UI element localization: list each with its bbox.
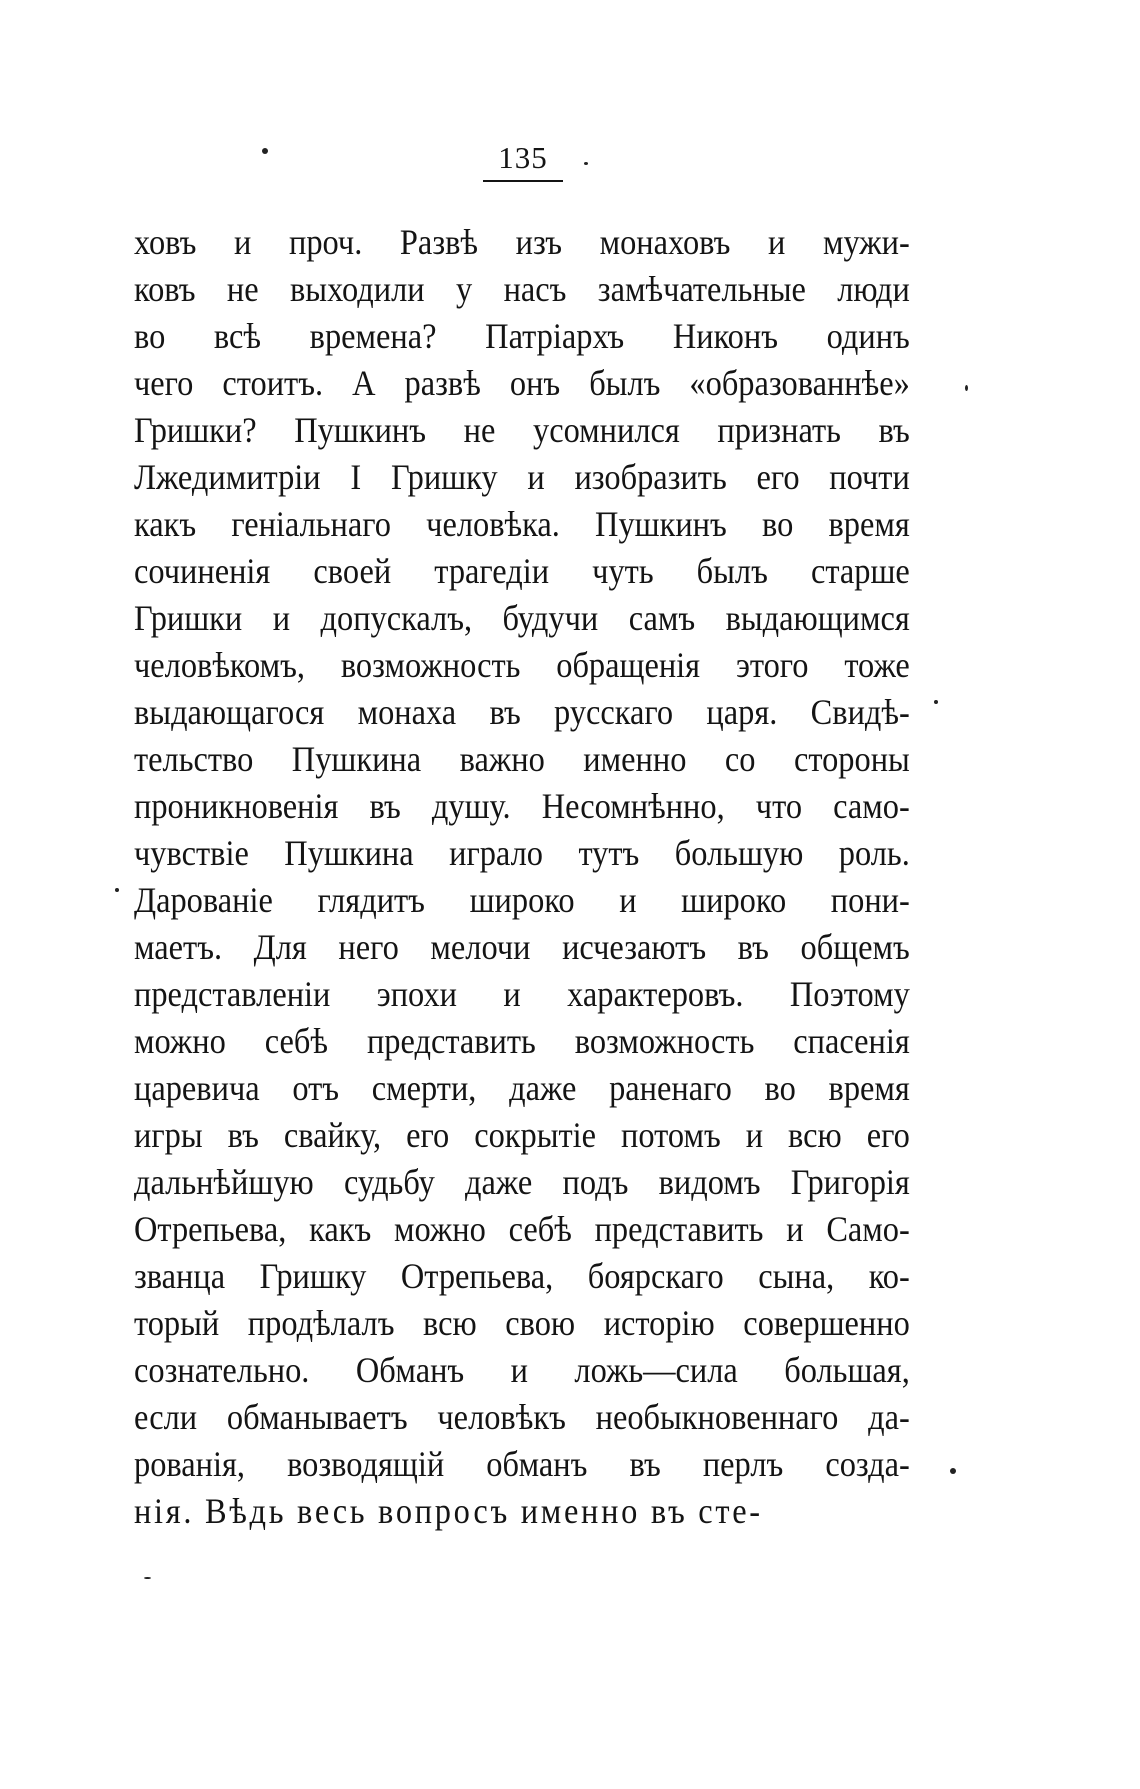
text-line: маетъ. Для него мелочи исчезаютъ въ общемъ (134, 927, 910, 967)
text-line: Дарованіе глядитъ широко и широко пони- (134, 880, 910, 920)
text-line: дальнѣйшую судьбу даже подъ видомъ Григорія (134, 1162, 910, 1202)
text-line: званца Гришку Отрепьева, боярскаго сына, ко- (134, 1256, 910, 1296)
page-number-rule (483, 180, 563, 182)
text-line: какъ геніальнаго человѣка. Пушкинъ во время (134, 504, 910, 544)
text-line: ховъ и проч. Развѣ изъ монаховъ и мужи- (134, 222, 910, 262)
text-line: человѣкомъ, возможность обращенія этого тоже (134, 645, 910, 685)
scan-speck (262, 148, 268, 154)
text-line: сочиненія своей трагедіи чуть былъ старше (134, 551, 910, 591)
body-text (134, 219, 910, 1535)
text-line: можно себѣ представить возможность спасенія (134, 1021, 910, 1061)
text-line: Лжедимитріи I Гришку и изобразить его почти (134, 457, 910, 497)
scan-speck (584, 162, 588, 165)
scan-speck (934, 700, 938, 704)
text-line: сознательно. Обманъ и ложь—сила большая, (134, 1350, 910, 1390)
text-line: чувствіе Пушкина играло тутъ большую роль. (134, 833, 910, 873)
text-line: Гришки и допускалъ, будучи самъ выдающимся (134, 598, 910, 638)
text-line: тельство Пушкина важно именно со стороны (134, 739, 910, 779)
text-line: Отрепьева, какъ можно себѣ представить и Само- (134, 1209, 910, 1249)
text-line: рованія, возводящій обманъ въ перлъ созда- (134, 1444, 910, 1484)
text-line: если обманываетъ человѣкъ необыкновеннаго да- (134, 1397, 910, 1437)
scan-speck (950, 1468, 956, 1474)
text-line: царевича отъ смерти, даже раненаго во время (134, 1068, 910, 1108)
scan-speck (965, 385, 968, 391)
text-line: ковъ не выходили у насъ замѣчательные люди (134, 269, 910, 309)
text-line: представленіи эпохи и характеровъ. Поэтому (134, 974, 910, 1014)
text-line: проникновенія въ душу. Несомнѣнно, что само- (134, 786, 910, 826)
text-line: Гришки? Пушкинъ не усомнился признать въ (134, 410, 910, 450)
text-line: выдающагося монаха въ русскаго царя. Свидѣ- (134, 692, 910, 732)
text-line: игры въ свайку, его сокрытіе потомъ и всю его (134, 1115, 910, 1155)
scan-speck (144, 1577, 151, 1579)
text-line: нія. Вѣдь весь вопросъ именно въ сте- (134, 1491, 763, 1531)
text-line: чего стоитъ. А развѣ онъ былъ «образованнѣе» (134, 363, 910, 403)
page-number: 135 (498, 140, 548, 175)
text-line: во всѣ времена? Патріархъ Никонъ одинъ (134, 316, 910, 356)
text-line: торый продѣлалъ всю свою исторію совершенно (134, 1303, 910, 1343)
scan-speck (115, 888, 119, 892)
